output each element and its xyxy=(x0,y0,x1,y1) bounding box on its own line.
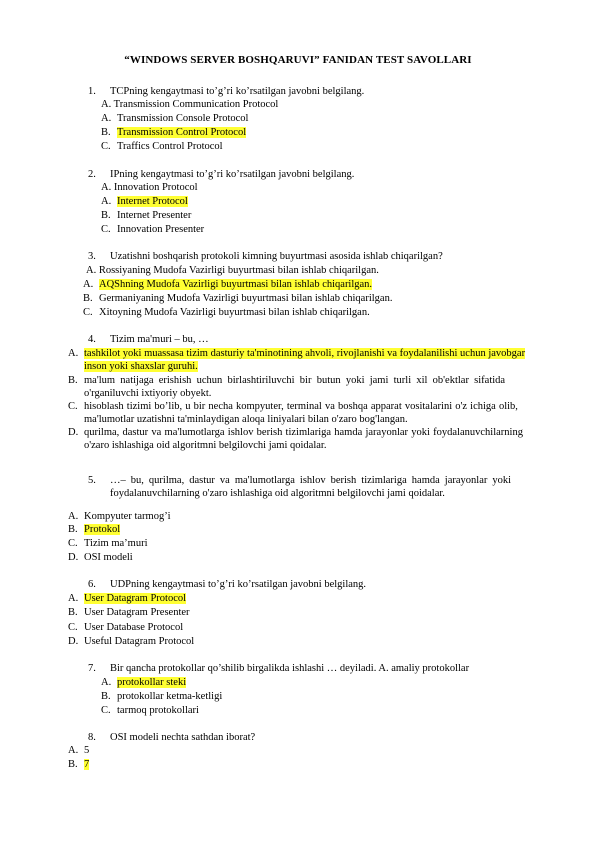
option-a-correct: A. protokollar steki xyxy=(101,677,187,688)
option-c: C. hisoblash tizimi bo’lib, u bir necha kompyuter, terminal va boshqa apparat vositalarini o'z ichiga olib, xyxy=(68,401,518,412)
option-b: B. Internet Presenter xyxy=(101,210,192,221)
option-d: D. OSI modeli xyxy=(68,552,133,563)
option-b: B. User Datagram Presenter xyxy=(68,607,190,618)
question-5: 5. …– bu, qurilma, dastur va ma'lumotlarga ishlov berish tizimlariga hamda jarayonlar yoki xyxy=(88,475,512,486)
option-line: A. Innovation Protocol xyxy=(101,182,198,193)
option-b-cont: o'rganiluvchi ixtiyoriy obyekt. xyxy=(84,388,212,399)
option-a-correct: A. Internet Protocol xyxy=(101,196,188,207)
option-a-correct: A. User Datagram Protocol xyxy=(68,593,187,604)
option-line: A. Rossiyaning Mudofa Vazirligi buyurtmasi bilan ishlab chiqarilgan. xyxy=(86,265,379,276)
option-b: B. ma'lum natijaga erishish uchun birlashtiriluvchi bir butun yoki jami turli xil ob'ektlar sifatida xyxy=(68,375,506,386)
option-a: A. Kompyuter tarmog’i xyxy=(68,511,171,522)
option-b-correct: B. Transmission Control Protocol xyxy=(101,127,247,138)
option-c: C. Tizim ma’muri xyxy=(68,538,148,549)
option-a: A. Transmission Console Protocol xyxy=(101,113,249,124)
question-5-cont: foydalanuvchilarning o'zaro ishlashiga oid algoritmni belgilovchi jami qoidalar. xyxy=(110,488,445,499)
option-d: D. qurilma, dastur va ma'lumotlarga ishlov berish tizimlariga hamda jarayonlar yoki foydalanuvchilarning xyxy=(68,427,523,438)
page-title: “WINDOWS SERVER BOSHQARUVI” FANIDAN TEST SAVOLLARI xyxy=(124,54,472,66)
option-b: B. Germaniyaning Mudofa Vazirligi buyurtmasi bilan ishlab chiqarilgan. xyxy=(83,293,393,304)
question-1 xyxy=(88,85,364,98)
option-c: C. Xitoyning Mudofa Vazirligi buyurtmasi bilan ishlab chiqarilgan. xyxy=(83,307,370,318)
option-a-correct: A. tashkilot yoki muassasa tizim dasturiy ta'minotining ahvoli, rivojlanishi va foydalanilishi uchun javobgar xyxy=(68,348,526,359)
question-6: 6. UDPning kengaytmasi to’g’ri ko’rsatilgan javobni belgilang. xyxy=(88,579,367,590)
option-c: C. Traffics Control Protocol xyxy=(101,141,223,152)
option-a-cont: inson yoki shaxslar guruhi. xyxy=(84,361,198,372)
option-c: C. Innovation Presenter xyxy=(101,224,205,235)
option-c: C. User Database Protocol xyxy=(68,622,184,633)
question-7: 7. Bir qancha protokollar qo’shilib birgalikda ishlashi … deyiladi. A. amaliy protokollar xyxy=(88,663,470,674)
option-b-correct: B. 7 xyxy=(68,759,90,770)
option-d-cont: o'zaro ishlashiga oid algoritmni belgilovchi jami qoidalar. xyxy=(84,440,327,451)
question-2: 2. IPning kengaytmasi to’g’ri ko’rsatilgan javobni belgilang. xyxy=(88,169,355,180)
option-c: C. tarmoq protokollari xyxy=(101,705,199,716)
option-b: B. protokollar ketma-ketligi xyxy=(101,691,223,702)
option-b-correct: B. Protokol xyxy=(68,524,121,535)
question-8: 8. OSI modeli nechta sathdan iborat? xyxy=(88,732,256,743)
question-4: 4. Tizim ma'muri – bu, … xyxy=(88,334,209,345)
question-text: TCPning kengaytmasi to’g’ri ko’rsatilgan javobni belgilang. xyxy=(110,86,365,97)
option-a: A. 5 xyxy=(68,745,90,756)
option-c-cont: ma'lumotlar uzatishni ta'minlaydigan aloqa liniyalari bilan o'zaro bog'langan. xyxy=(84,414,408,425)
option-line: A. Transmission Communication Protocol xyxy=(101,99,279,110)
option-a-correct: A. AQShning Mudofa Vazirligi buyurtmasi bilan ishlab chiqarilgan. xyxy=(83,279,373,290)
option-d: D. Useful Datagram Protocol xyxy=(68,636,195,647)
question-3: 3. Uzatishni boshqarish protokoli kimning buyurtmasi asosida ishlab chiqarilgan? xyxy=(88,251,443,262)
question-number: 1. xyxy=(88,86,96,97)
